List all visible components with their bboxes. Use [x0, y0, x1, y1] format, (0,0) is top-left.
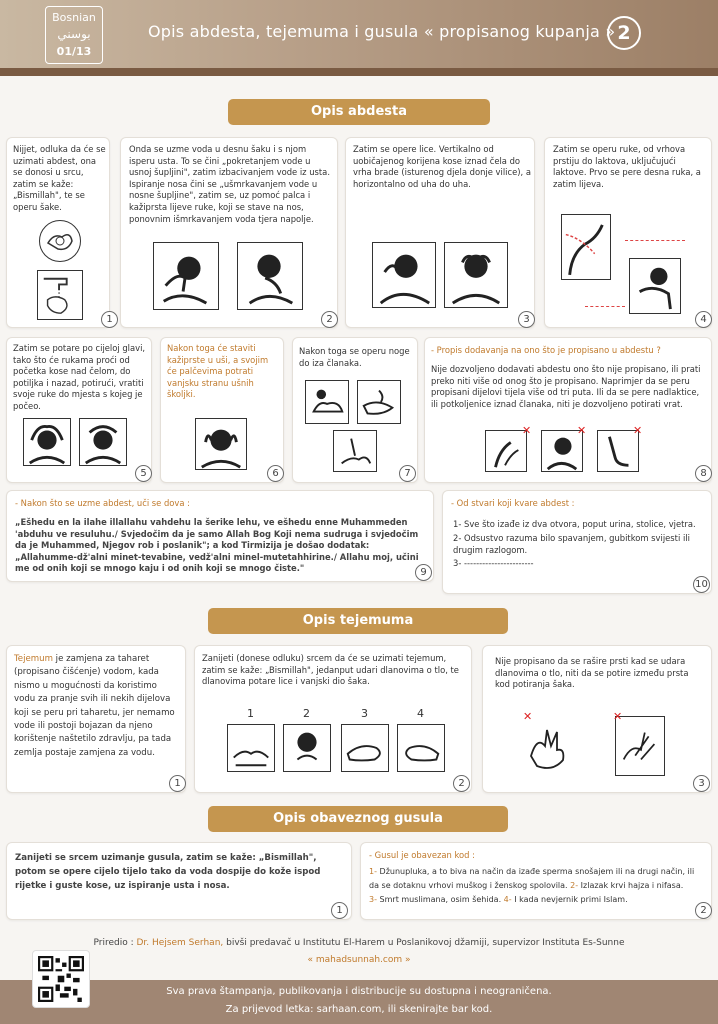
hands-wash-icon [39, 220, 81, 262]
author-description: bivši predavač u Institutu El-Harem u Poslanikovoj džamiji, supervizor Instituta Es-Sunne [223, 938, 625, 948]
card-text: Zanijeti se srcem uzimanje gusula, zatim se kaže: „Bismillah", potom se opere cijelo tijelo tako da voda dospije do kože ispod rijetke i guste kose, uz ispiranje usta i nosa. [15, 853, 321, 891]
footer-translation: Za prijevod letka: sarhaan.com, ili skenirajte bar kod. [225, 1004, 493, 1015]
tap-water-icon [37, 270, 83, 320]
step-number: 8 [695, 465, 712, 482]
abdest-card-2 [120, 137, 338, 328]
wipe-head-back-icon [79, 418, 127, 466]
rinse-nose-icon [237, 242, 303, 310]
wash-foot-side-icon [357, 380, 401, 424]
section-title-gusul: Opis obaveznog gusula [208, 806, 508, 832]
page-number-badge: 2 [607, 16, 641, 50]
step-number: 5 [135, 465, 152, 482]
step-number: 2 [321, 311, 338, 328]
rinse-mouth-icon [153, 242, 219, 310]
credit-prefix: Priredio : [93, 938, 137, 948]
step-label: 2 [303, 707, 310, 720]
qr-code-icon[interactable] [32, 950, 90, 1008]
step-number: 1 [101, 311, 118, 328]
step-number: 3 [518, 311, 535, 328]
nullifier-item: 2- Odsustvo razuma bilo spavanjem, gubitkom svijesti ili drugim razlogom. [453, 533, 690, 555]
gusul-card-2 [360, 842, 712, 920]
nullifier-item: 1- Sve što izađe iz dva otvora, poput urina, stolice, vjetra. [453, 519, 696, 529]
card-text: Zanijeti (donese odluku) srcem da će se uzimati tejemum, zatim se kaže: „Bismillah", jedanput udari dlanovima o tlo, te dlanovima potare lice i vanjski dio šaka. [202, 653, 459, 687]
credit-line [0, 938, 718, 948]
tejemum-card-1 [6, 645, 186, 793]
abdest-card-4 [544, 137, 712, 328]
step-number: 1 [331, 902, 348, 919]
card-text: Zatim se operu ruke, od vrhova prstiju do laktova, uključujući laktove. Prvo se pere desna ruka, a zatim lijeva. [553, 144, 701, 189]
section-title-tejemum: Opis tejemuma [208, 608, 508, 634]
card-text: Nije dozvoljeno dodavati abdestu ono što nije propisano, ili prati preko niti više od onog što je propisano. Naprimjer da se peru propisani dijelovi tijela više od tri puta. Ili da se pere nadlaktice, ili potkoljenice iznad članaka, niti je dozvoljeno potirati vrat. [431, 364, 701, 409]
wash-arm-icon [561, 214, 611, 280]
direction-arrow-icon [585, 306, 625, 307]
card-text: Nakon toga će staviti kažiprste u uši, a svojim će palčevima potrati vanjsku stranu ušnih školjki. [167, 343, 269, 400]
abdest-card-7 [292, 337, 418, 483]
step-number: 9 [415, 564, 432, 581]
header-banner [0, 0, 718, 76]
step-label: 4 [417, 707, 424, 720]
obligation-item: I kada nevjernik primi Islam. [511, 895, 628, 904]
wash-face-icon [372, 242, 436, 308]
wash-foot-icon [305, 380, 349, 424]
wash-face-hands-icon [444, 242, 508, 308]
step-number: 6 [267, 465, 284, 482]
footer-rights: Sva prava štampanja, publikovanja i distribucije su dostupna i neograničena. [166, 986, 552, 997]
wash-ankle-icon [333, 430, 377, 472]
abdest-card-3 [345, 137, 535, 328]
between-fingers-icon [615, 716, 665, 776]
wipe-face-icon [283, 724, 331, 772]
step-number: 2 [695, 902, 712, 919]
abdest-card-10-nullifiers [442, 490, 712, 594]
abdest-card-8 [424, 337, 712, 483]
step-label: 1 [247, 707, 254, 720]
forbidden-icon: ✕ [523, 710, 533, 723]
tejemum-card-3 [482, 645, 712, 793]
tejemum-term: Tejemum [14, 654, 53, 664]
abdest-card-6 [160, 337, 284, 483]
item-number: 2- [570, 881, 579, 890]
strike-ground-icon [227, 724, 275, 772]
language-label-arabic: بوسني [57, 27, 91, 41]
gusul-card-1 [6, 842, 352, 920]
forbidden-icon: ✕ [633, 424, 643, 437]
obligation-item: Smrt muslimana, osim šehida. [376, 895, 504, 904]
abdest-card-5 [6, 337, 152, 483]
card-text: Nakon toga se operu noge do iza članaka. [299, 346, 410, 368]
wipe-ears-icon [195, 418, 247, 470]
card-title: - Od stvari koji kvare abdest : [451, 498, 575, 508]
nullifier-item: 3- ----------------------- [453, 558, 534, 568]
item-number: 3- [369, 895, 377, 904]
card-title: - Gusul je obavezan kod : [369, 850, 475, 860]
step-number: 7 [399, 465, 416, 482]
forbidden-icon: ✕ [613, 710, 623, 723]
spread-fingers-icon [523, 716, 573, 776]
wipe-hand-icon [341, 724, 389, 772]
obligation-item: Izlazak krvi hajza i nifasa. [578, 881, 684, 890]
item-number: 4- [503, 895, 512, 904]
abdest-card-9-dua [6, 490, 434, 582]
wipe-head-icon [23, 418, 71, 466]
card-text: Zatim se potare po cijeloj glavi, tako što će rukama proći od početka kose nad čelom, do potiljka i nazad, potirući, vratiti svoje ruke do mjesta s kojeg je počeo. [13, 343, 146, 411]
card-text: je zamjena za taharet (propisano čišćenje) vodom, kada nismo u mogućnosti da koristimo vodu za pranje svih ili nekih dijelova koji se peru pri taharetu, jer nemamo vode ili postoji bojazan da njeno korištenje naštetilo zdravlju, pa tada zemlja postaje zamjena za vodu. [14, 654, 175, 758]
website-link[interactable]: « mahadsunnah.com » [307, 955, 411, 965]
card-text: Nije propisano da se raširе prsti kad se udara dlanovima o tlo, niti da se potire između prsta kod potiranja šaka. [495, 656, 689, 690]
tejemum-card-2 [194, 645, 472, 793]
forbidden-icon: ✕ [522, 424, 532, 437]
abdest-card-1 [6, 137, 113, 328]
step-number: 4 [695, 311, 712, 328]
author-name: Dr. Hejsem Serhan, [136, 938, 224, 948]
direction-arrow-icon [625, 240, 685, 241]
language-label: Bosnian [52, 11, 96, 24]
language-badge [45, 6, 103, 64]
wash-upper-arm-icon [485, 430, 527, 472]
card-text: Onda se uzme voda u desnu šaku i s njom isperu usta. To se čini „pokretanjem vode u usnoj šupljini", zatim izbacivanjem vode iz usta. Ispiranje nosa čini se „ušmrkavanjem vode u nosne šupljine", zatim se, uz pomoć palca i kažiprsta lijeve ruke, koji se stave na nos, ponovnim išmrkavanjem voda tjera napolje. [129, 144, 330, 224]
card-title: - Nakon što se uzme abdest, uči se dova : [15, 498, 190, 508]
wash-forearm-icon [629, 258, 681, 314]
step-number: 2 [453, 775, 470, 792]
card-text: Zatim se opere lice. Vertikalno od uobičajenog korijena kose iznad čela do vrha brade (isturenog djela donje vilice), a horizontalno od uha do uha. [353, 144, 531, 189]
step-label: 3 [361, 707, 368, 720]
card-title: - Propis dodavanja na ono što je propisano u abdestu ? [431, 345, 661, 355]
footer-banner [0, 980, 718, 1024]
item-number: 1- [369, 867, 377, 876]
step-number: 3 [693, 775, 710, 792]
page-title: Opis abdesta, tejemuma i gusula « propisanog kupanja » [148, 22, 616, 41]
card-text: Nijjet, odluka da će se uzimati abdest, ona se donosi u srcu, zatim se kaže: „Bismillah", te se operu šake. [13, 144, 106, 212]
dua-text: „Ešhedu en la ilahe illallahu vahdehu la šerike lehu, ve ešhedu enne Muhammeden 'abduhu ve resuluhu./ Svjedočim da je samo Allah Bog Koji nema sudruga i svjedočim da je Muhammed, Njegov rob i poslanik"; a kod Tirmizija je došao dodatak: „Allahumme-dž'alni minet-tevabine, vedž'alni minel-mutetahhirine./ Allahu moj, učini me od onih koji se mnogo kaju i od onih koji se mnogo čiste." [15, 517, 419, 574]
page-counter: 01/13 [56, 45, 92, 58]
wipe-other-hand-icon [397, 724, 445, 772]
step-number: 10 [693, 576, 710, 593]
forbidden-icon: ✕ [577, 424, 587, 437]
step-number: 1 [169, 775, 186, 792]
obligation-item: Džunupluka, a to biva na način da izađe sperma snošajem ili na drugi način, ili da se dotaknu vrhovi muškog i ženskog spolovila. [369, 867, 695, 890]
section-title-abdest: Opis abdesta [228, 99, 490, 125]
